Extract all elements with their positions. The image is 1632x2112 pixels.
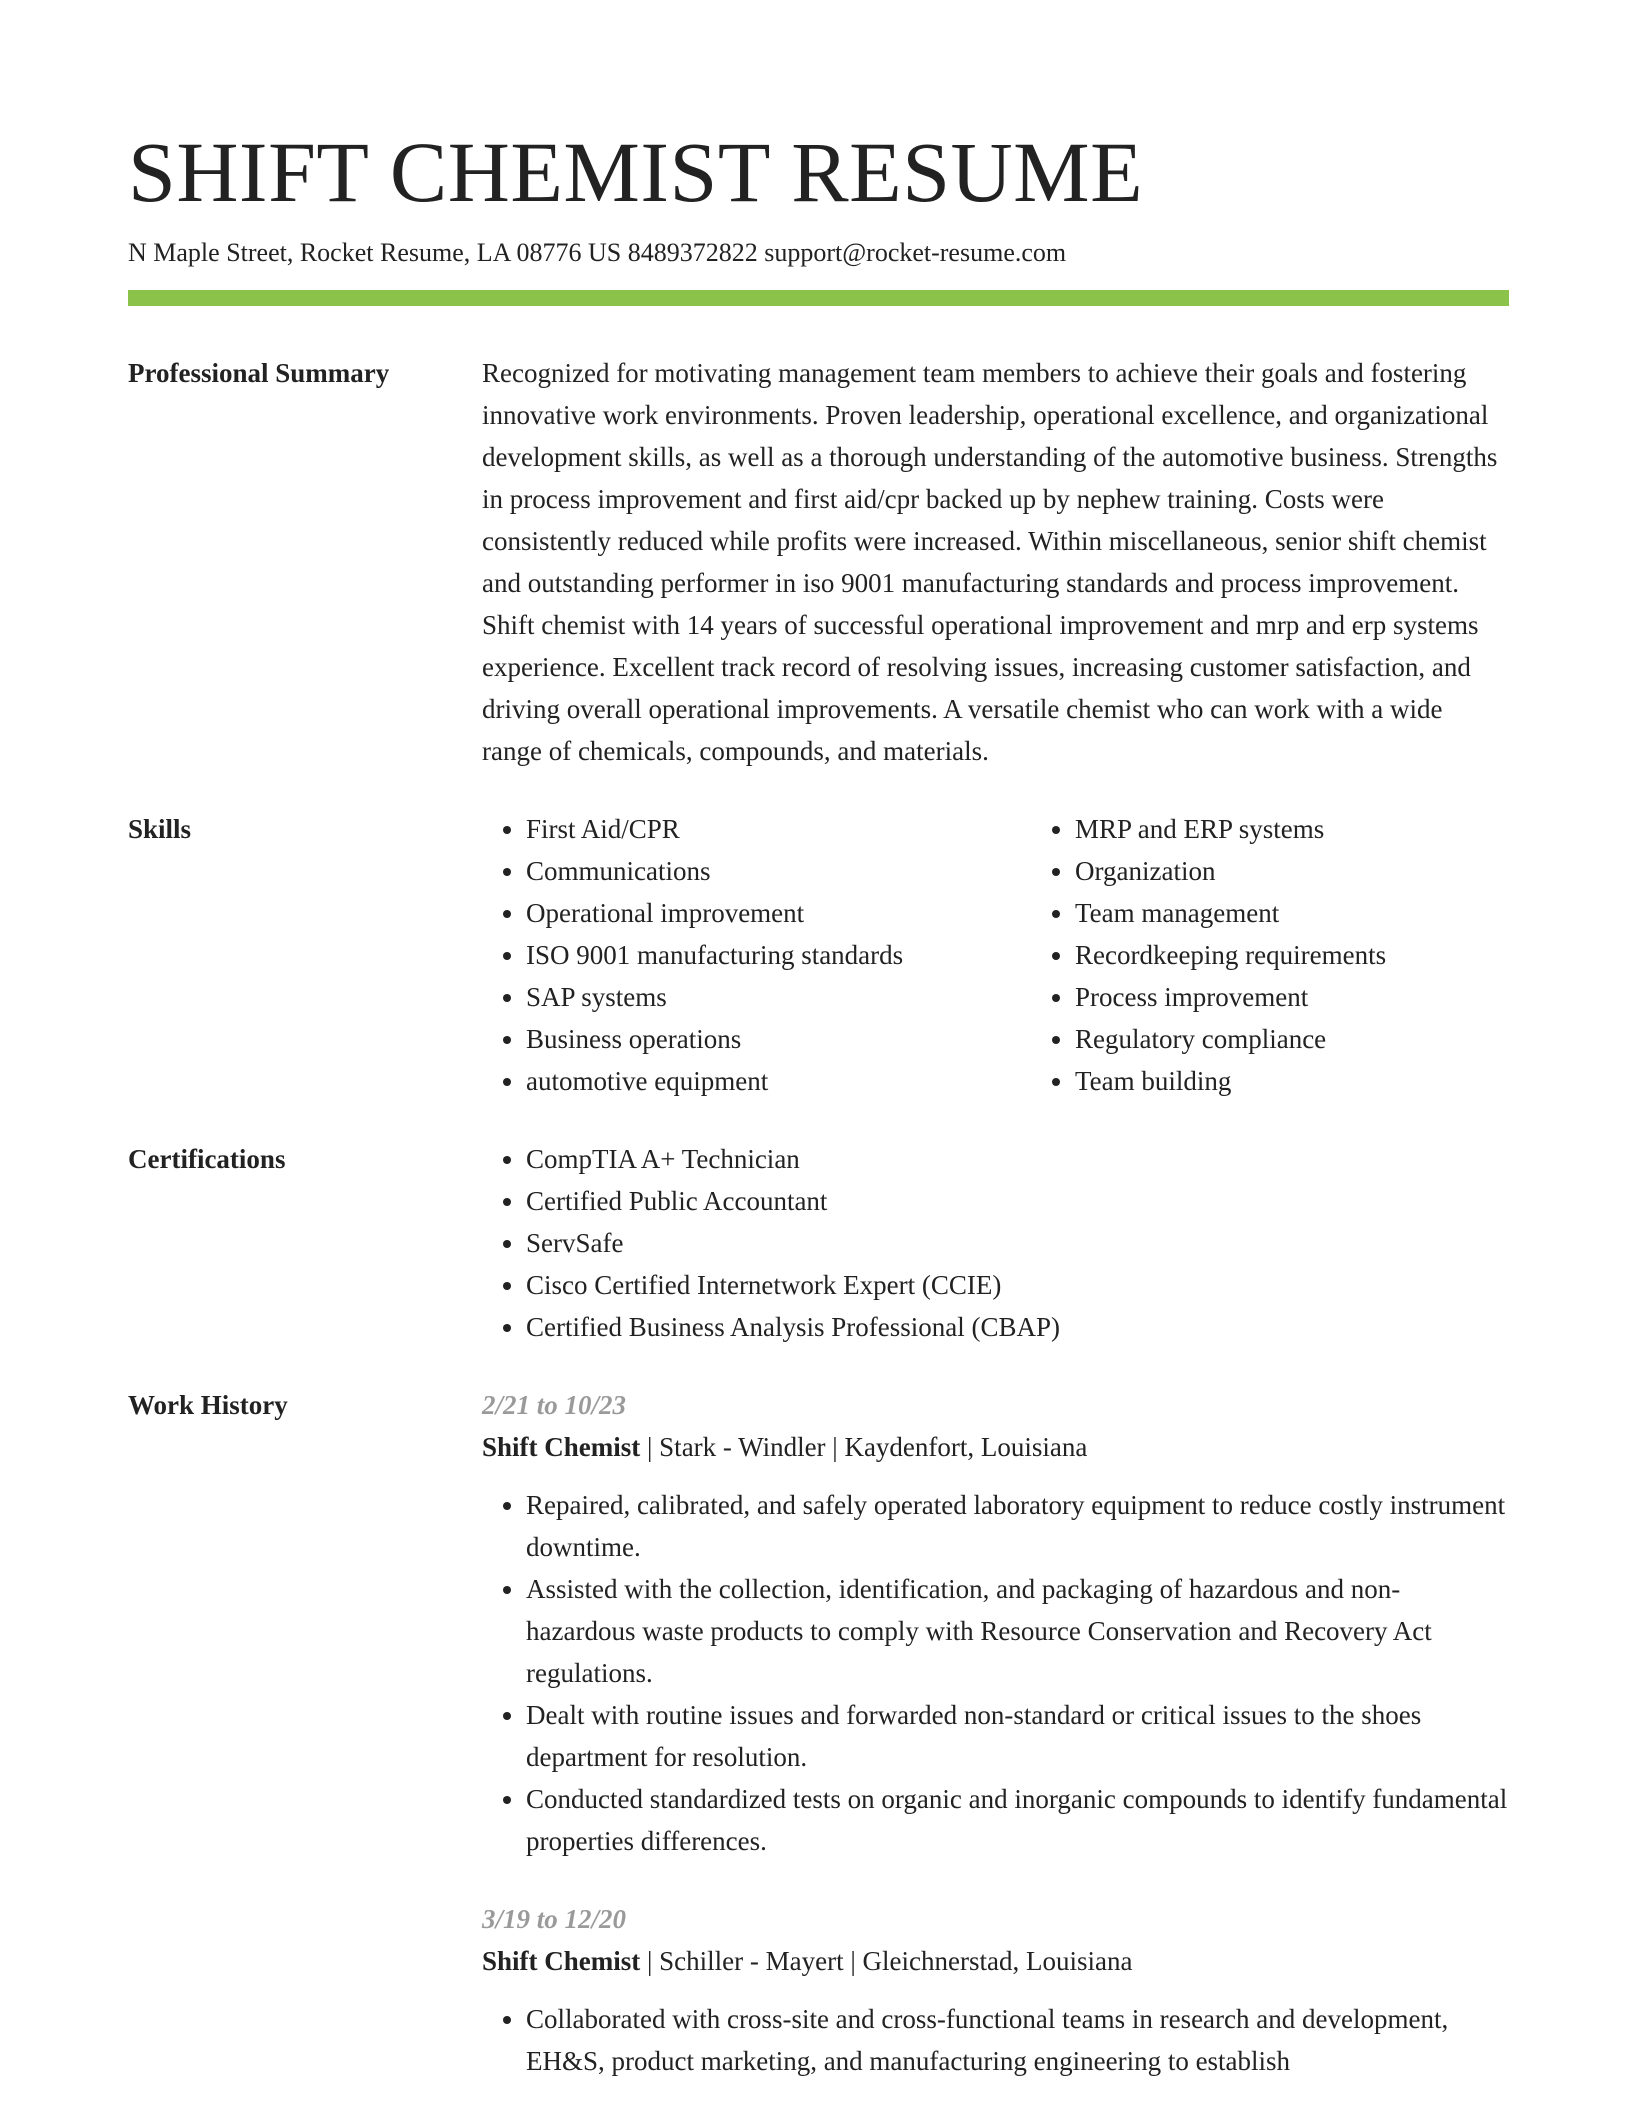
job-heading (482, 1426, 1509, 1468)
skill-item: • Organization (1075, 850, 1580, 892)
job-entry (482, 1898, 1509, 2082)
section-work-history (128, 1384, 1509, 2112)
skill-item: • First Aid/CPR (526, 808, 1031, 850)
skill-item: • Process improvement (1075, 976, 1580, 1018)
skill-item: • MRP and ERP systems (1075, 808, 1580, 850)
job-dates: 2/21 to 10/23 (482, 1390, 627, 1420)
skill-item: • ISO 9001 manufacturing standards (526, 934, 1031, 976)
skill-item: • Communications (526, 850, 1031, 892)
section-body (482, 352, 1509, 772)
certification-item: • Certified Public Accountant (526, 1180, 1509, 1222)
resume-title: SHIFT CHEMIST RESUME (128, 124, 1144, 220)
certification-item: • CompTIA A+ Technician (526, 1138, 1509, 1180)
skills-columns (482, 808, 1509, 1102)
certification-item: • Certified Business Analysis Professional (CBAP) (526, 1306, 1509, 1348)
skill-item: • Operational improvement (526, 892, 1031, 934)
job-employer-location: | Schiller - Mayert | Gleichnerstad, Louisiana (640, 1946, 1133, 1976)
section-title: Certifications (128, 1144, 286, 1174)
skill-item: • Team management (1075, 892, 1580, 934)
job-duty: • Collaborated with cross-site and cross-functional teams in research and development, EH&S, product marketing, and manufacturing engineering to establish (526, 1998, 1509, 2082)
skill-item: • automotive equipment (526, 1060, 1031, 1102)
contact-line: N Maple Street, Rocket Resume, LA 08776 US 8489372822 support@rocket-resume.com (128, 238, 1067, 267)
skill-item: • SAP systems (526, 976, 1031, 1018)
job-duty: • Repaired, calibrated, and safely operated laboratory equipment to reduce costly instrument downtime. (526, 1484, 1509, 1568)
skills-list-right (1031, 808, 1580, 1102)
skill-item: • Regulatory compliance (1075, 1018, 1580, 1060)
resume-body (128, 352, 1509, 2112)
job-heading (482, 1940, 1509, 1982)
job-title: Shift Chemist (482, 1432, 641, 1462)
section-certifications (128, 1138, 1509, 1348)
section-body (482, 1138, 1509, 1348)
job-duty: • Dealt with routine issues and forwarded non-standard or critical issues to the shoes department for resolution. (526, 1694, 1509, 1778)
section-title: Professional Summary (128, 358, 390, 388)
accent-divider (128, 290, 1509, 306)
skill-item: • Team building (1075, 1060, 1580, 1102)
skill-item: • Business operations (526, 1018, 1031, 1060)
resume-header (128, 118, 1509, 306)
job-entry (482, 1384, 1509, 1862)
section-skills (128, 808, 1509, 1102)
skill-item: • Recordkeeping requirements (1075, 934, 1580, 976)
section-title: Skills (128, 814, 192, 844)
job-duties-list (482, 1998, 1509, 2082)
certification-item: • Cisco Certified Internetwork Expert (CCIE) (526, 1264, 1509, 1306)
section-body (482, 1384, 1509, 2112)
section-professional-summary (128, 352, 1509, 772)
section-title: Work History (128, 1390, 288, 1420)
certifications-list (482, 1138, 1509, 1348)
certification-item: • ServSafe (526, 1222, 1509, 1264)
summary-text: Recognized for motivating management team members to achieve their goals and fostering innovative work environments. Proven leadership, operational excellence, and organizational development skills, as well as a thorough understanding of the automotive business. Strengths in process improvement and first aid/cpr backed up by nephew training. Costs were consistently reduced while profits were increased. Within miscellaneous, senior shift chemist and outstanding performer in iso 9001 manufacturing standards and process improvement. Shift chemist with 14 years of successful operational improvement and mrp and erp systems experience. Excellent track record of resolving issues, increasing customer satisfaction, and driving overall operational improvements. A versatile chemist who can work with a wide range of chemicals, compounds, and materials. (482, 358, 1498, 766)
skills-list-left (482, 808, 1031, 1102)
job-employer-location: | Stark - Windler | Kaydenfort, Louisiana (640, 1432, 1088, 1462)
job-duty: • Assisted with the collection, identification, and packaging of hazardous and non-hazardous waste products to comply with Resource Conservation and Recovery Act regulations. (526, 1568, 1509, 1694)
job-duties-list (482, 1484, 1509, 1862)
job-duty: • Conducted standardized tests on organic and inorganic compounds to identify fundamental properties differences. (526, 1778, 1509, 1862)
job-title: Shift Chemist (482, 1946, 641, 1976)
job-dates: 3/19 to 12/20 (482, 1904, 627, 1934)
